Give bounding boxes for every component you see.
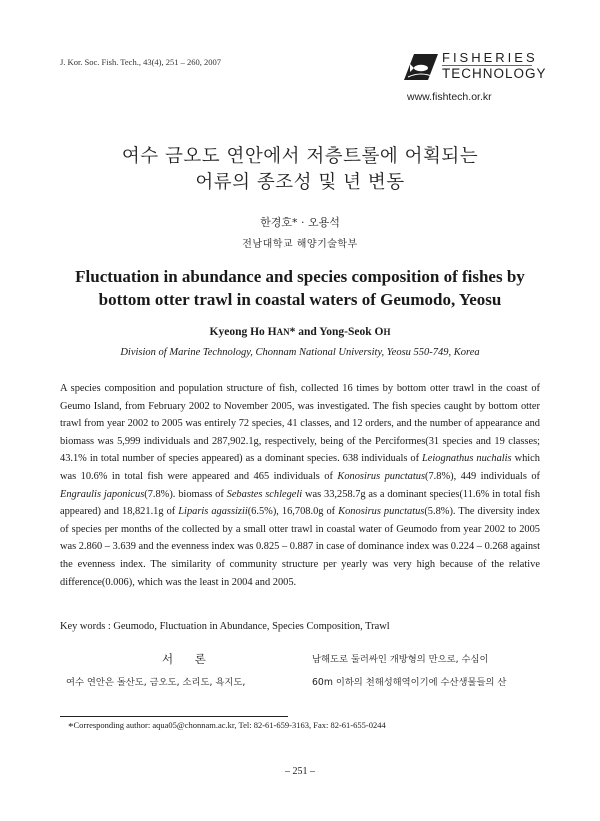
author1-given-name: Kyeong Ho <box>209 326 268 338</box>
abstract-text: A species composition and population structure of fish, collected 16 times by bottom otter trawl in the coast of Geumo Island, from February 2002 to November 2005, was investigated. The fish species caught by bottom otter trawl from year 2002 to 2005 was entirely 72 species, 41 classes, and 12 orders, and the number of appearance and biomass was 5,999 individuals and 287,902.1g, respectively, being of the Perciformes(31 species and 19 classes; 43.1% in total number of species appeared) as a dominant species. 638 individuals of <box>60 383 540 465</box>
species-name: Leiognathus nuchalis <box>422 453 512 465</box>
footnote-divider <box>60 716 288 717</box>
introduction-col1-line: 여수 연안은 돌산도, 금오도, 소리도, 욕지도, <box>66 677 246 688</box>
species-name: Sebastes schlegeli <box>226 488 303 500</box>
abstract-text: which was 10.6% in total fish were appeared and 465 individuals of <box>60 453 540 482</box>
corresponding-mark: * <box>289 326 296 338</box>
english-affiliation: Division of Marine Technology, Chonnam National University, Yeosu 550-749, Korea <box>120 347 480 358</box>
fish-emblem-icon <box>400 50 440 86</box>
logo-text-technology: TECHNOLOGY <box>442 66 547 81</box>
abstract-text: (6.5%), 16,708.0g of <box>247 506 339 518</box>
abstract-text: (7.8%), 449 individuals of <box>425 470 540 482</box>
english-title-line2: bottom otter trawl in coastal waters of Geumodo, Yeosu <box>98 290 502 309</box>
journal-citation: J. Kor. Soc. Fish. Tech., 43(4), 251 – 260, 2007 <box>60 57 221 67</box>
species-name: Engraulis japonicus <box>60 488 145 500</box>
abstract <box>60 380 540 591</box>
english-title-line1: Fluctuation in abundance and species composition of fishes by <box>75 267 525 286</box>
journal-website: www.fishtech.or.kr <box>407 91 492 103</box>
logo-text-fisheries: FISHERIES <box>442 50 538 65</box>
korean-affiliation: 전남대학교 해양기술학부 <box>242 239 358 250</box>
korean-title-line1: 여수 금오도 연안에서 저층트롤에 어획되는 <box>121 146 479 167</box>
author1-family-rest: AN <box>276 327 290 337</box>
korean-authors: 한경호* · 오용석 <box>260 216 340 229</box>
abstract-text: was 33,258.7g as a dominant species(11.6% in total fish appeared) and 18,821.1g of <box>60 488 541 518</box>
footnote-text: Corresponding author: aqua05@chonnam.ac.kr, Tel: 82-61-659-3163, Fax: 82-61-655-0244 <box>73 720 386 730</box>
english-authors <box>0 326 600 338</box>
species-name: Konosirus punctatus <box>337 470 425 482</box>
abstract-text: (5.8%). The diversity index of species per months of the collected by a small otter trawl in coastal water of Geumodo from year 2002 to 2005 was 2.860 – 3.639 and the evenness index was 0.825 – 0.887 in case of dominance index was 0.224 – 0.268 against the evenness index. The similarity of community structure per yearly was very high because of the relative difference(0.006), which was the least in 2004 and 2005. <box>60 506 540 588</box>
author2-family-initial: O <box>374 326 384 338</box>
author-joiner: and <box>295 326 320 338</box>
introduction-heading: 서 론 <box>162 652 208 666</box>
introduction-col2-line1: 남해도로 둘러싸인 개방형의 만으로, 수심이 <box>312 654 489 665</box>
page-number: – 251 – <box>285 766 315 777</box>
abstract-text: (7.8%). biomass of <box>144 488 227 500</box>
keywords: Key words : Geumodo, Fluctuation in Abundance, Species Composition, Trawl <box>60 621 390 632</box>
author2-given-name: Yong-Seok <box>319 326 375 338</box>
author2-family-rest: H <box>383 327 391 337</box>
footnote-mark: * <box>68 721 74 733</box>
corresponding-author-footnote <box>68 720 386 733</box>
species-name: Konosirus punctatus <box>338 506 425 518</box>
korean-title-line2: 어류의 종조성 및 년 변동 <box>195 172 405 193</box>
introduction-col2-line2: 60m 이하의 천해성해역이기에 수산생물들의 산 <box>312 677 507 688</box>
journal-logo <box>400 48 547 90</box>
species-name: Liparis agassizii <box>178 506 248 518</box>
author1-family-initial: H <box>267 326 277 338</box>
